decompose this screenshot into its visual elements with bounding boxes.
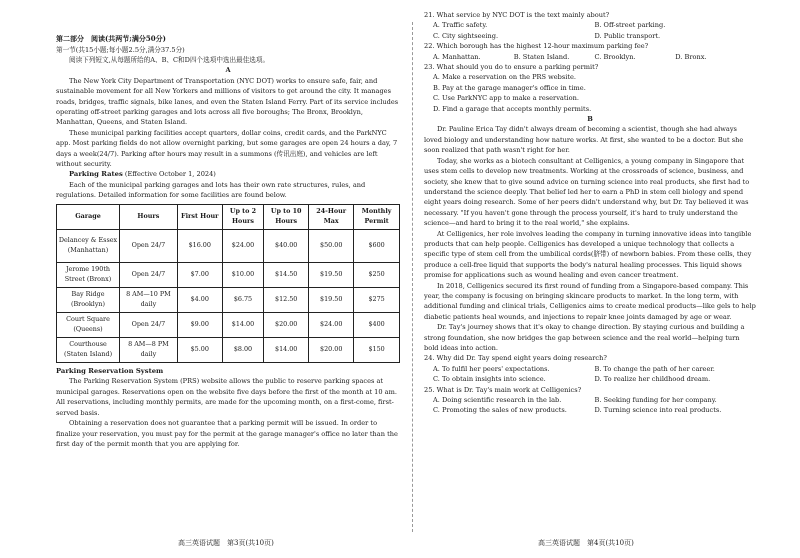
table-cell: Courthouse (Staten Island) (57, 337, 120, 362)
table-header: First Hour (177, 204, 222, 229)
option: C. To obtain insights into science. (433, 375, 546, 384)
question-25-options (424, 395, 756, 405)
table-cell: $150 (354, 337, 400, 362)
question-22-options (424, 52, 756, 62)
option: D. Public transport. (594, 31, 661, 40)
table-cell: $14.00 (264, 337, 309, 362)
table-cell: Open 24/7 (120, 312, 178, 337)
option: D. Find a garage that accepts monthly permits. (433, 104, 592, 113)
table-cell: Delancey & Essex (Manhattan) (57, 229, 120, 262)
paragraph: Obtaining a reservation does not guarantee that a parking permit will be issued. In order to finalize your reservation, you must pay for the permit at the garage manager's office no later than the first day of the permit month that you are applying for. (56, 419, 398, 448)
page-footer-right: 高三英语试题 第4页(共10页) (538, 539, 634, 547)
section-title: 第一节(共15小题;每小题2.5分,满分37.5分) (56, 45, 185, 54)
option: C. City sightseeing. (433, 31, 499, 40)
table-cell: $6.75 (222, 287, 263, 312)
question-21-options-row2 (424, 31, 756, 41)
table-row (57, 337, 400, 362)
paragraph: The Parking Reservation System (PRS) website allows the public to reserve parking spaces at municipal garages. Reservations open on the website five days before the first of the month at 10 am. All reservations, including monthly permits, are made for the upcoming month, on a first-come, first-served basis. (56, 377, 397, 417)
table-cell: $19.50 (309, 262, 354, 287)
question-24-options-row2 (424, 374, 756, 384)
table-cell: $14.50 (264, 262, 309, 287)
table-row (57, 312, 400, 337)
rates-heading: Parking Rates (69, 170, 123, 179)
column-divider (412, 22, 413, 532)
table-header: Hours (120, 204, 178, 229)
table-cell: Open 24/7 (120, 229, 178, 262)
table-cell: Bay Ridge (Brooklyn) (57, 287, 120, 312)
option: A. Manhattan. (433, 52, 481, 61)
paragraph: Dr. Pauline Erica Tay didn't always dream of becoming a scientist, though she had always loved biology and understanding how nature works. At first, she wanted to be a doctor. But she soon realized that path wasn't right for her. (424, 125, 744, 155)
table-cell: $8.00 (222, 337, 263, 362)
prs-heading: Parking Reservation System (56, 366, 164, 375)
option: B. To change the path of her career. (594, 364, 715, 373)
table-cell: $9.00 (177, 312, 222, 337)
table-cell: $600 (354, 229, 400, 262)
table-cell: Court Square (Queens) (57, 312, 120, 337)
parking-rates-table (56, 204, 400, 363)
table-cell: $40.00 (264, 229, 309, 262)
table-cell: 8 AM—8 PM daily (120, 337, 178, 362)
table-cell: 8 AM—10 PM daily (120, 287, 178, 312)
paragraph: In 2018, Celligenics secured its first round of funding from a Singapore-based company. This year, the company is focusing on bringing skincare products to market. In the long term, with additional funding and clinical trials, Celligenics aims to create medical products—like gels to help diabetic patients heal wounds, and injections to repair knee joints damaged by age or wear. (424, 281, 756, 321)
passage-a-letter: A (225, 66, 231, 75)
paragraph: Dr. Tay's journey shows that it's okay to change direction. By staying curious and building a strong foundation, she now bridges the gap between science and the real world—helping turn bold ideas into action. (424, 323, 745, 352)
option: A. Make a reservation on the PRS website. (433, 73, 577, 82)
option: A. Doing scientific research in the lab. (433, 396, 562, 405)
option: B. Pay at the garage manager's office in time. (433, 83, 586, 92)
table-cell: $400 (354, 312, 400, 337)
passage-b-letter: B (587, 115, 593, 124)
table-cell: $50.00 (309, 229, 354, 262)
table-cell: $275 (354, 287, 400, 312)
option: C. Brooklyn. (594, 52, 636, 61)
table-cell: $7.00 (177, 262, 222, 287)
right-column (424, 10, 756, 416)
option: C. Promoting the sales of new products. (433, 406, 567, 415)
table-cell: $5.00 (177, 337, 222, 362)
table-row (57, 229, 400, 262)
question-24-options (424, 364, 756, 374)
table-cell: $12.50 (264, 287, 309, 312)
option: C. Use ParkNYC app to make a reservation. (433, 94, 579, 103)
table-header: Up to 10 Hours (264, 204, 309, 229)
table-cell: Jerome 190th Street (Bronx) (57, 262, 120, 287)
table-row (57, 262, 400, 287)
paragraph: These municipal parking facilities accept quarters, dollar coins, credit cards, and the ParkNYC app. Most parking fields do not allow overnight parking, but some garages are open 24 hours a day, 7 days a week(24/7). Parking after hours may result in a summons (传讯出庭), and vehicles are left without security. (56, 128, 398, 169)
page-footer-left: 高三英语试题 第3页(共10页) (178, 539, 274, 547)
paragraph: Today, she works as a biotech consultant at Celligenics, a young company in Singapore that uses stem cells to develop new treatments. Working at the crossroads of science, business, and society, she knew that to give sound advice on turning science into real products, she first had to understand the science deeply. That belief led her to earn a PhD in stem cell biology and spend eight years doing research. Some of her peers didn't understand why, but Dr. Tay believed it was necessary. "If you haven't gone through the process yourself, it's hard to truly understand the science—and hard to bring it to the real world," she explains. (424, 156, 750, 228)
option: A. To fulfil her peers' expectations. (433, 364, 550, 373)
question-23: 23. What should you do to ensure a parking permit? (424, 63, 599, 72)
option: D. Bronx. (675, 52, 707, 61)
question-22: 22. Which borough has the highest 12-hour maximum parking fee? (424, 42, 649, 51)
option: B. Off-street parking. (594, 21, 666, 30)
option: D. Turning science into real products. (594, 406, 722, 415)
table-cell: $19.50 (309, 287, 354, 312)
question-25-options-row2 (424, 405, 756, 415)
table-cell: $10.00 (222, 262, 263, 287)
table-cell: $20.00 (309, 337, 354, 362)
question-21: 21. What service by NYC DOT is the text mainly about? (424, 11, 610, 19)
table-header: 24-Hour Max (309, 204, 354, 229)
option: A. Traffic safety. (433, 21, 488, 30)
table-header: Up to 2 Hours (222, 204, 263, 229)
question-21-options (424, 20, 756, 30)
left-column (56, 34, 400, 449)
table-cell: Open 24/7 (120, 262, 178, 287)
paragraph: At Celligenics, her role involves leading the company in turning innovative ideas into tangible products that can help people. Celligenics has developed a unique technology that collects a specific type of stem cell from the umbilical cords(脐带) of newborn babies. From these cells, they produce a cell-free liquid that supports the body's natural healing processes. This liquid shows promise for applications such as wound healing and even cancer treatment. (424, 229, 752, 280)
table-cell: $4.00 (177, 287, 222, 312)
option: B. Seeking funding for her company. (594, 396, 717, 405)
table-cell: $24.00 (222, 229, 263, 262)
table-row (57, 287, 400, 312)
option: B. Staten Island. (513, 52, 570, 61)
table-header: Garage (57, 204, 120, 229)
part-title: 第二部分 阅读(共两节;满分50分) (56, 34, 166, 43)
table-cell: $16.00 (177, 229, 222, 262)
question-24: 24. Why did Dr. Tay spend eight years doing research? (424, 354, 607, 363)
instructions: 阅读下列短文,从每题所给的A、B、C和D四个选项中选出最佳选项。 (69, 56, 270, 64)
table-cell: $20.00 (264, 312, 309, 337)
rates-effective: (Effective October 1, 2024) (124, 170, 216, 179)
table-header: Monthly Permit (354, 204, 400, 229)
table-cell: $250 (354, 262, 400, 287)
question-25: 25. What is Dr. Tay's main work at Celligenics? (424, 385, 582, 394)
paragraph: The New York City Department of Transportation (NYC DOT) works to ensure safe, fair, and sustainable movement for all New Yorkers and millions of visitors to get around the city. It manages roads, bridges, traffic signals, bike lanes, and even the Staten Island Ferry. Part of its service includes operating off-street parking garages and lots across all five boroughs; The Bronx, Brooklyn, Manhattan, Queens, and Staten Island. (56, 76, 399, 127)
option: D. To realize her childhood dream. (594, 375, 711, 384)
paragraph: Each of the municipal parking garages and lots has their own rate structures, rules, and regulations. Detailed information for some facilities are found below. (56, 181, 366, 200)
table-cell: $24.00 (309, 312, 354, 337)
table-cell: $14.00 (222, 312, 263, 337)
